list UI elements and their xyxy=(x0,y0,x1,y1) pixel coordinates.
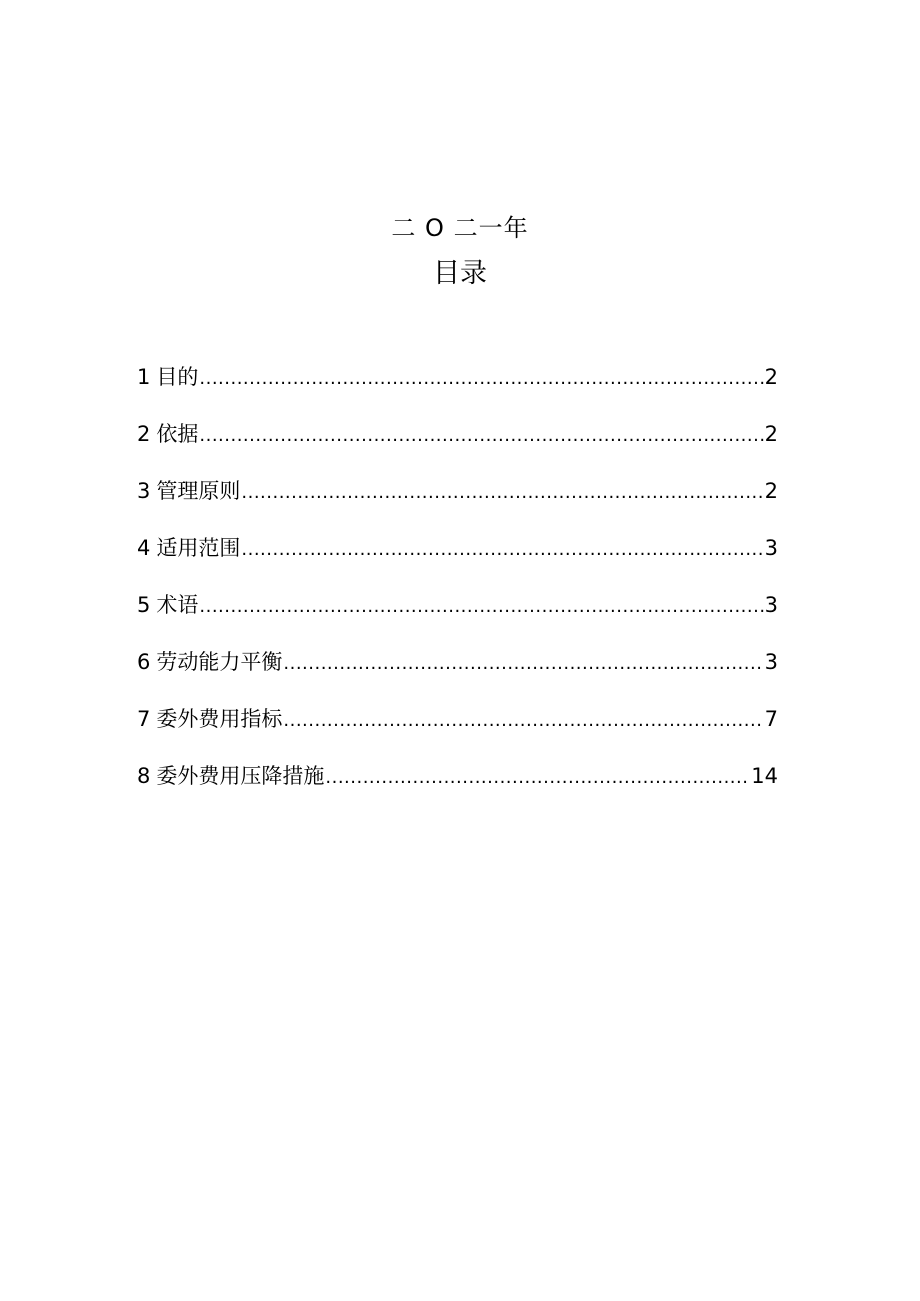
toc-title: 目录 xyxy=(433,258,487,289)
toc-entry-page: 3 xyxy=(764,650,778,674)
document-year: 二 O 二一年 xyxy=(391,214,529,242)
toc-dot-leader xyxy=(199,590,763,624)
toc-entry-label: 委外费用压降措施 xyxy=(156,764,325,788)
toc-entry-number: 3 xyxy=(137,479,151,503)
toc-entry[interactable] xyxy=(137,759,778,816)
toc-entry-page: 3 xyxy=(764,536,778,560)
toc-entry-number: 7 xyxy=(137,707,151,731)
toc-entry[interactable] xyxy=(137,474,778,531)
toc-entry[interactable] xyxy=(137,360,778,417)
toc-entry-number: 1 xyxy=(137,365,151,389)
toc-entry-label: 术语 xyxy=(156,593,199,617)
toc-dot-leader xyxy=(199,419,763,453)
toc-entry-label: 依据 xyxy=(156,422,199,446)
toc-entry-page: 14 xyxy=(751,764,778,788)
toc-entry-number: 5 xyxy=(137,593,151,617)
toc-entry-page: 2 xyxy=(764,422,778,446)
toc-entry-page: 7 xyxy=(764,707,778,731)
toc-entry[interactable] xyxy=(137,417,778,474)
toc-entry-page: 3 xyxy=(764,593,778,617)
toc-entry[interactable] xyxy=(137,702,778,759)
toc-entry[interactable] xyxy=(137,645,778,702)
toc-dot-leader xyxy=(241,533,763,567)
toc-entry[interactable] xyxy=(137,531,778,588)
toc-dot-leader xyxy=(283,647,763,681)
toc-entry-label: 委外费用指标 xyxy=(156,707,283,731)
toc-entry-label: 目的 xyxy=(156,365,199,389)
toc-dot-leader xyxy=(241,476,763,510)
toc-dot-leader xyxy=(325,761,750,795)
toc-entry-label: 管理原则 xyxy=(156,479,241,503)
toc-entry-number: 8 xyxy=(137,764,151,788)
toc-dot-leader xyxy=(283,704,763,738)
toc-dot-leader xyxy=(199,362,763,396)
toc-entry-number: 4 xyxy=(137,536,151,560)
toc-entry-page: 2 xyxy=(764,365,778,389)
table-of-contents xyxy=(137,360,778,816)
toc-entry-number: 2 xyxy=(137,422,151,446)
toc-entry[interactable] xyxy=(137,588,778,645)
toc-entry-label: 适用范围 xyxy=(156,536,241,560)
toc-entry-label: 劳动能力平衡 xyxy=(156,650,283,674)
toc-entry-number: 6 xyxy=(137,650,151,674)
toc-entry-page: 2 xyxy=(764,479,778,503)
